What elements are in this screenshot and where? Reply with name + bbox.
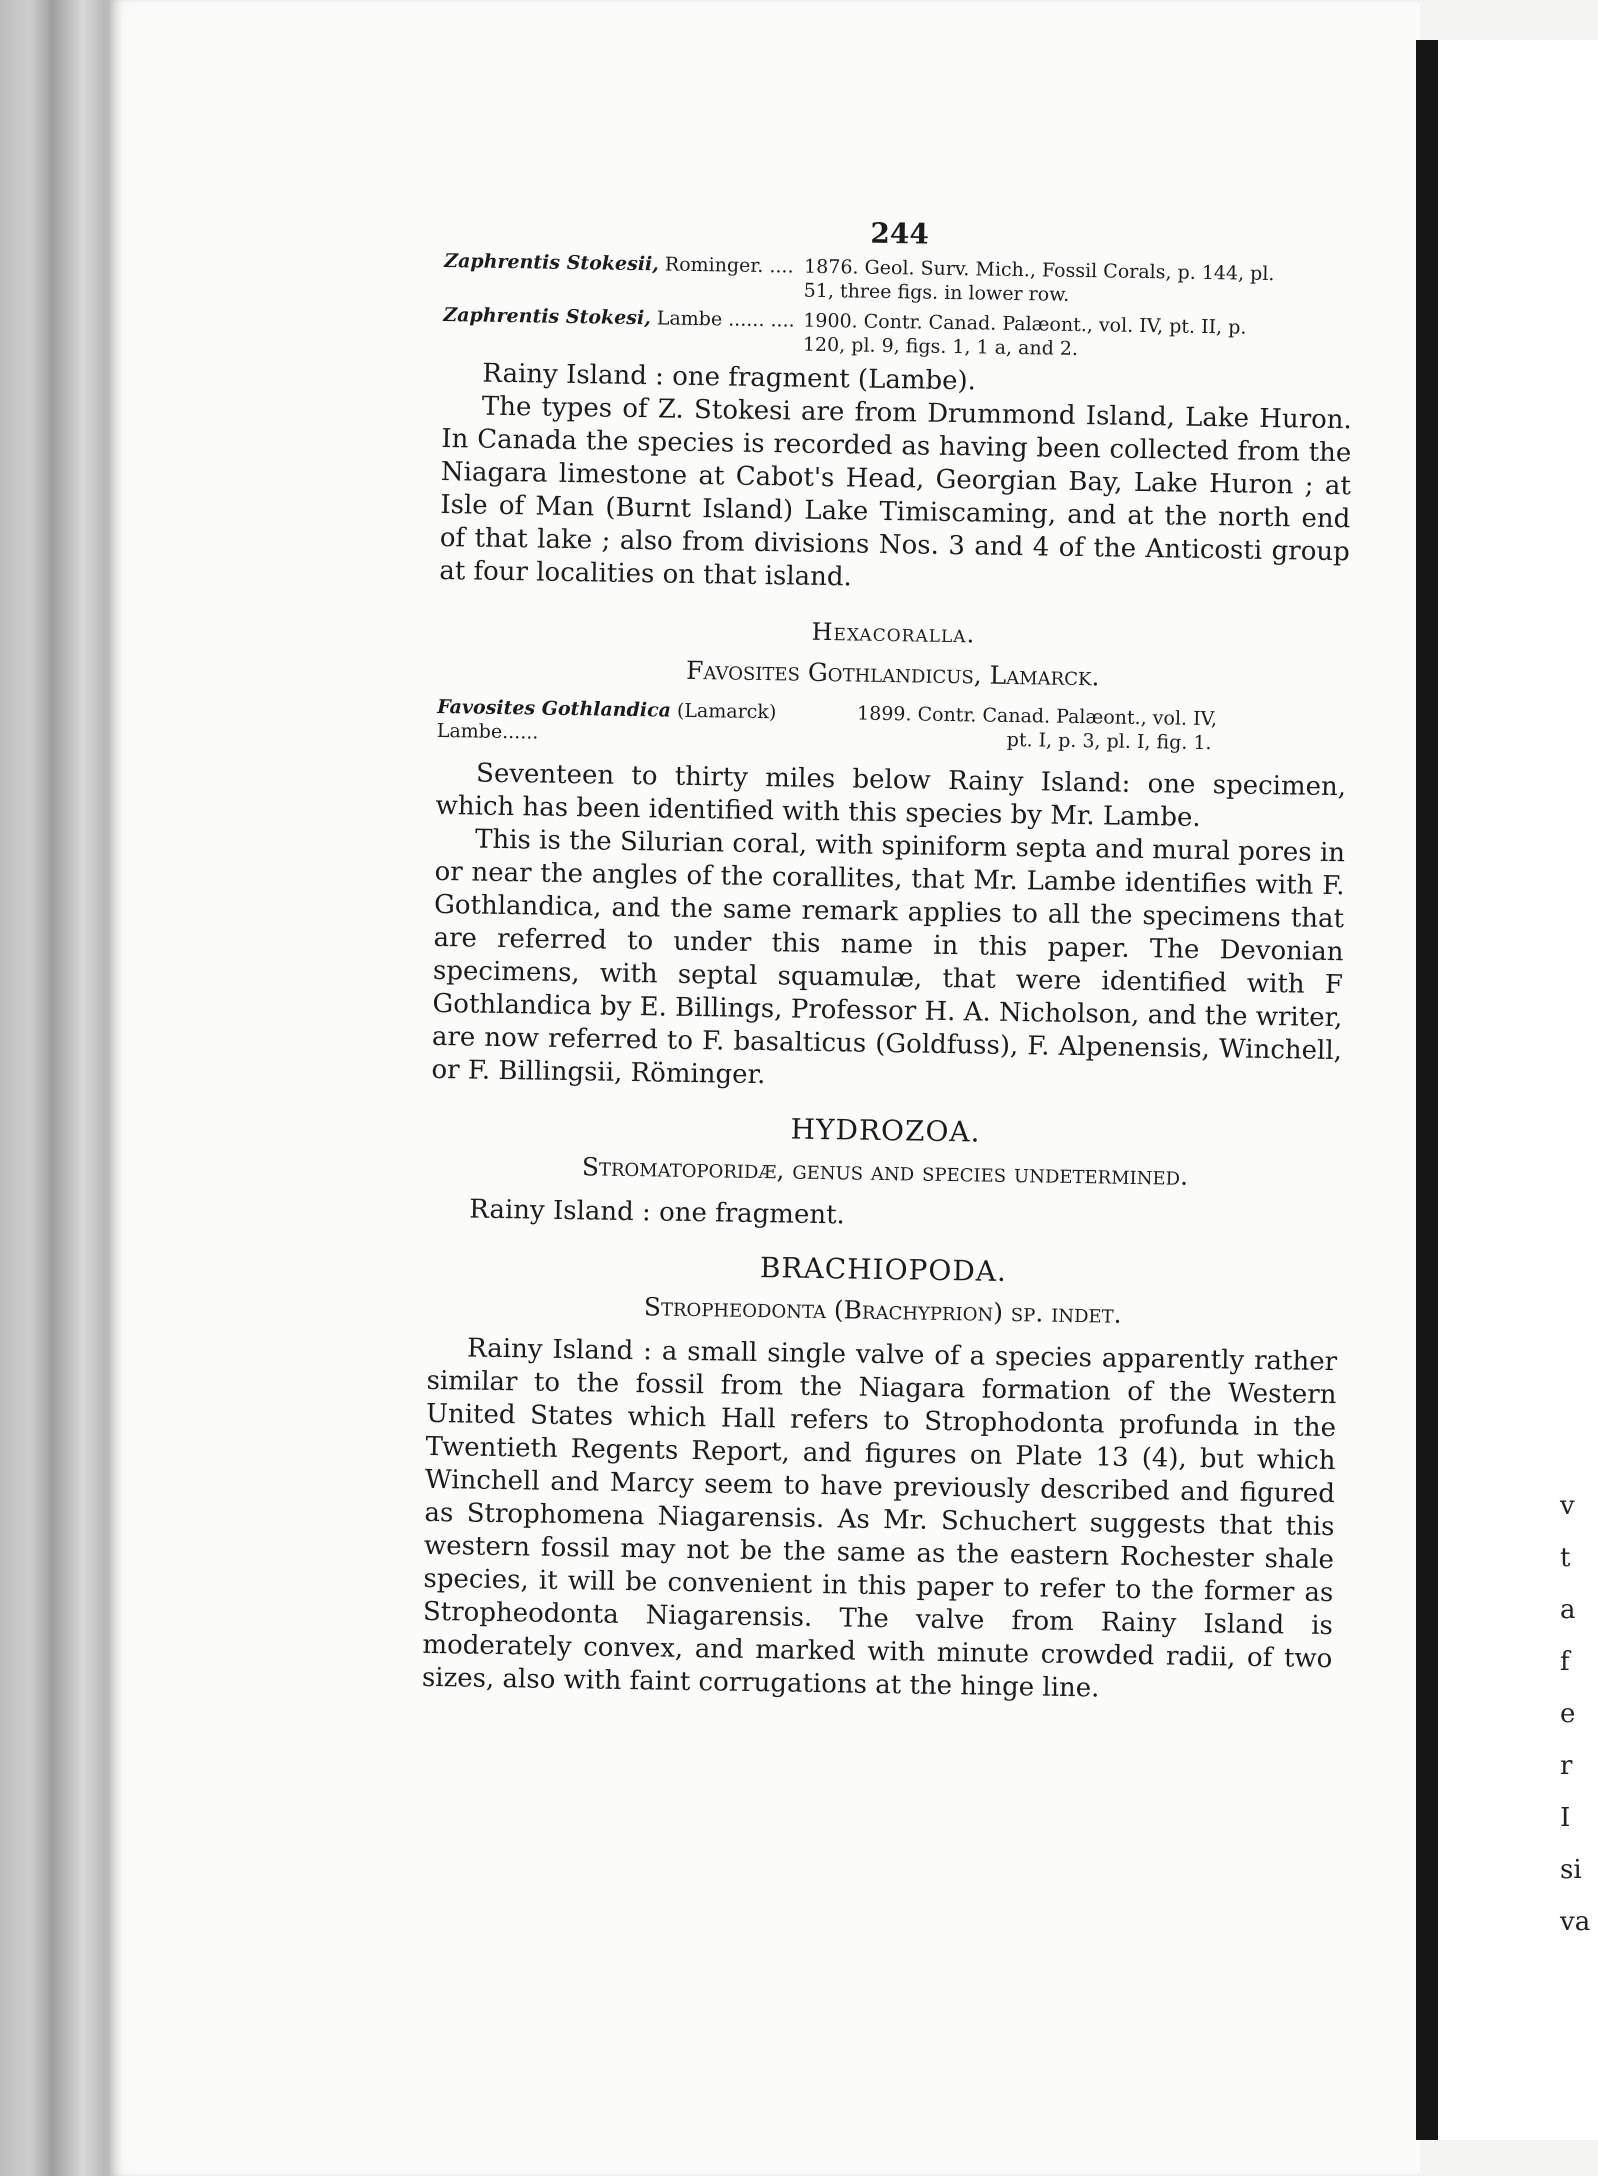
paragraph-seventeen-miles: Seventeen to thirty miles below Rainy Island: one specimen, which has been identified with this species by Mr. Lambe. (435, 758, 1347, 833)
synonymy-entry (437, 695, 1348, 757)
heading-hexacoralla: Hexacoralla. (811, 617, 976, 649)
facing-letter: r (1560, 1751, 1573, 1781)
synonymy-reference: 1876. Geol. Surv. Mich., Fossil Corals, p. 144, pl. 51, three figs. in lower row. (803, 255, 1275, 306)
facing-letter: f (1560, 1647, 1570, 1677)
facing-page-letters (1560, 1480, 1591, 1948)
synonymy-entry (444, 249, 1355, 311)
synonymy-name: Zaphrentis Stokesii, Rominger. .... (444, 249, 794, 278)
heading-stromatoporidae: Stromatoporidæ, genus and species undetermined. (581, 1152, 1189, 1191)
heading-hydrozoa: HYDROZOA. (790, 1112, 981, 1149)
paragraph-rainy-island: Rainy Island : one fragment (Lambe). (482, 358, 977, 397)
facing-letter: e (1560, 1699, 1576, 1729)
facing-letter: va (1560, 1907, 1591, 1937)
synonymy-entry (443, 303, 1354, 365)
facing-letter: si (1560, 1855, 1582, 1885)
page-content (422, 210, 1355, 1709)
heading-favosites: Favosites Gothlandicus, Lamarck. (685, 655, 1100, 692)
paragraph-brachiopod-description: Rainy Island : a small single valve of a species apparently rather similar to the fossil from the Niagara formation of the Western United States which Hall refers to Strophodonta profunda in the Twentieth Regents Report, and figures on Plate 13 (4), but which Winchell and Marcy seem to have previously described and figured as Strophomena Niagarensis. As Mr. Schuchert suggests that this western fossil may not be the same as the eastern Rochester shale species, it will be convenient in this paper to refer to the former as Stropheodonta Niagarensis. The valve from Rainy Island is moderately convex, and marked with minute crowded radii, of two sizes, also with faint corrugations at the hinge line. (421, 1333, 1338, 1704)
facing-letter: t (1560, 1543, 1571, 1573)
paragraph-types: The types of Z. Stokesi are from Drummond Island, Lake Huron. In Canada the species is recorded as having been collected from the Niagara limestone at Cabot's Head, Georgian Bay, Lake Huron ; at Isle of Man (Burnt Island) Lake Timiscaming, and at the north end of that lake ; also from divisions Nos. 3 and 4 of the Anticosti group at four localities on that island. (439, 391, 1353, 593)
synonymy-reference: 1899. Contr. Canad. Palæont., vol. IV, pt. I, p. 3, pl. I, fig. 1. (856, 702, 1218, 755)
paragraph-rainy-island-fragment: Rainy Island : one fragment. (469, 1194, 846, 1231)
facing-letter: I (1560, 1803, 1571, 1833)
synonymy-reference: 1900. Contr. Canad. Palæont., vol. IV, pt. II, p. 120, pl. 9, figs. 1, 1 a, and 2. (802, 309, 1247, 360)
page-number: 244 (870, 216, 930, 251)
synonymy-name: Zaphrentis Stokesi, Lambe ...... .... (443, 303, 795, 332)
facing-letter: v (1560, 1491, 1575, 1521)
heading-brachiopoda: BRACHIOPODA. (759, 1251, 1008, 1288)
heading-stropheodonta: Stropheodonta (Brachyprion) sp. indet. (643, 1292, 1122, 1329)
paragraph-silurian-coral: This is the Silurian coral, with spiniform septa and mural pores in or near the angles of the corallites, that Mr. Lambe identifies with F. Gothlandica, and the same remark applies to all the specimens that are referred to under this name in this paper. The Devonian specimens, with septal squamulæ, that were identified with F Gothlandica by E. Billings, Professor H. A. Nicholson, and the writer, are now referred to F. basalticus (Goldfuss), F. Alpenensis, Winchell, or F. Billingsii, Röminger. (431, 824, 1346, 1091)
synonymy-name: Favosites Gothlandica (Lamarck) Lambe...... (436, 695, 777, 744)
facing-letter: a (1560, 1595, 1576, 1625)
